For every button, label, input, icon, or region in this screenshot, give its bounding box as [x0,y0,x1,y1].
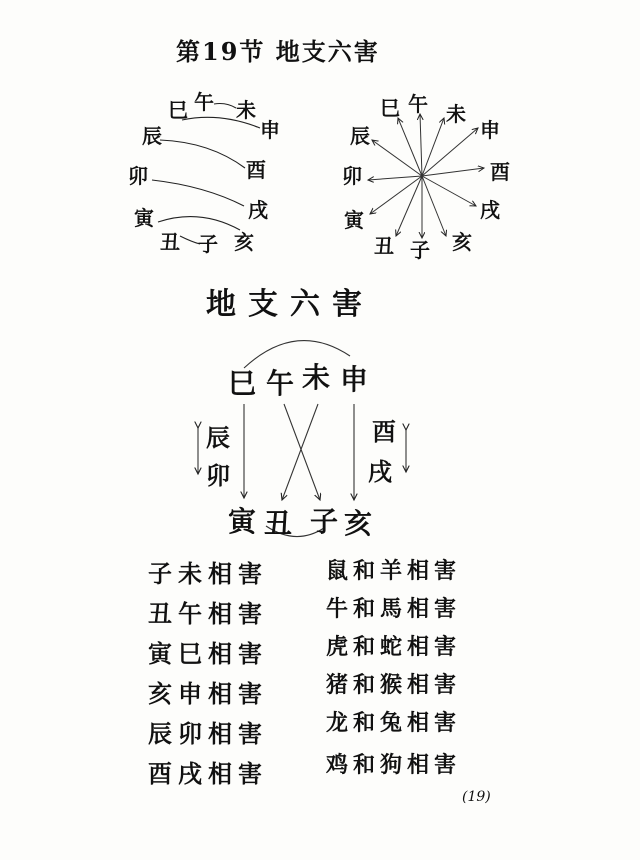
branch-you: 酉 [490,160,510,184]
branch-xu: 戌 [248,198,268,222]
animal-pair-item: 龙和兔相害 [326,710,462,736]
line-chou-zi [180,236,200,244]
branch-chen: 辰 [350,124,370,148]
branch-si: 巳 [228,367,257,400]
pair-item: 寅巳相害 [148,639,268,668]
arc-si-shen [244,341,350,368]
branch-si: 巳 [380,96,400,120]
branch-you: 酉 [246,158,266,182]
pair-item: 子未相害 [148,559,268,588]
branch-xu: 戌 [480,198,500,222]
branch-xu: 戌 [368,457,392,486]
diagram1-connections [152,104,260,245]
heading-liuhai: 地支六害 [206,287,374,322]
diagram2-arrows [368,114,484,238]
animal-pair-item: 鼠和羊相害 [326,558,462,584]
line-chen-you [160,140,245,168]
branch-yin: 寅 [344,208,364,232]
branch-chen: 辰 [206,423,230,452]
animal-pair-item: 牛和馬相害 [326,596,462,622]
branch-mao: 卯 [128,164,148,188]
branch-hai: 亥 [234,230,254,254]
branch-wu: 午 [194,90,214,114]
animal-pair-item: 鸡和狗相害 [326,752,462,778]
branch-hai: 亥 [344,507,373,540]
branch-zi: 子 [410,238,430,262]
branch-hai: 亥 [452,230,472,254]
pair-item: 亥申相害 [148,679,268,708]
branch-mao: 卯 [206,461,230,490]
branch-wu: 午 [266,367,295,400]
branch-shen: 申 [340,363,369,396]
page-number: (19) [462,789,491,805]
animal-pair-item: 虎和蛇相害 [326,634,462,660]
branch-zi: 子 [198,232,218,256]
branch-chen: 辰 [142,124,162,148]
line-wu-wei [214,104,236,109]
pair-item: 酉戌相害 [148,759,268,788]
branch-wei: 未 [302,361,331,394]
branch-wu: 午 [408,92,428,116]
branch-you: 酉 [372,417,396,446]
branch-zi: 子 [310,505,339,538]
line-mao-xu [152,180,244,206]
branch-si: 巳 [168,98,188,122]
line-yin-hai [158,217,240,230]
branch-wei: 未 [446,102,466,126]
pair-item: 辰卯相害 [148,719,268,748]
section-title: 第19节 地支六害 [176,37,380,66]
animal-pair-item: 猪和猴相害 [326,672,462,698]
branch-chou: 丑 [160,230,180,254]
branch-yin: 寅 [134,206,154,230]
branch-chou: 丑 [264,507,293,540]
branch-chou: 丑 [374,234,394,258]
branch-shen: 申 [260,118,280,142]
branch-shen: 申 [480,118,500,142]
branch-mao: 卯 [342,164,362,188]
branch-yin: 寅 [228,505,257,538]
pair-item: 丑午相害 [148,599,268,628]
branch-wei: 未 [236,98,256,122]
